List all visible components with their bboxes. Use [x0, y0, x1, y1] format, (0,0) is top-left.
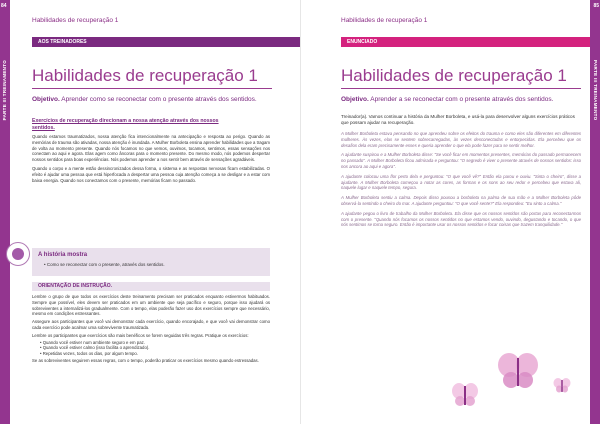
list-item: • Quando você estiver num ambiente seguro e em paz.	[40, 340, 270, 346]
instruction-bullets	[40, 340, 270, 357]
story-paragraph: A Mulher Borboleta sentiu a calma. Depois disso pousou a borboleta na palma de sua mão e a Mulher Borboleta pôde observá-la sentindo o cheiro do mar. A ajudante perguntou: "O que você sente?" Ela respondeu: "Eu sinto a calma."	[341, 195, 581, 206]
right-objective	[341, 96, 579, 104]
list-item: • Quando você estiver calmo (isso facilita o aprendizado).	[40, 345, 270, 351]
left-paragraph: Quando estamos traumatizados, nossa atenção fica intencionalmente na antecipação e resposta ao perigo. Quando as memórias de trauma são ativadas, nossa atenção é inundada. A Mulher Borboleta ensina aprender habilidades que a tragam de volta ao momento presente. Quando nós focamos no que vemos, ouvimos, tocamos, sentimos, essas sensações nos conectam ao aqui e agora. Elas agem como âncoras para o momento presente. Do mesmo modo, nós podemos despertar nossos sentidos para boas experiências. Nós podemos aprender a nos sentir bem através de sensações agradáveis.	[32, 134, 270, 163]
right-section-band: ENUNCIADO	[341, 37, 590, 47]
left-section-band: AOS TREINADORES	[32, 37, 300, 47]
story-paragraph: A ajudante suspirou e a Mulher Borboleta disse: "Se você ficar em momentos presentes, memórias do passado permanecem no passado". A Mulher Borboleta ficou admirada e perguntou: "O segredo é viver o presente através de nossos sentidos: isso nos ancora ao aqui e agora".	[341, 152, 581, 169]
left-running-head: Habilidades de recuperação 1	[32, 17, 119, 24]
exercises-heading: Exercícios de recuperação direcionam a nossa atenção através dos nossos sentidos.	[32, 118, 219, 131]
left-objective-label: Objetivo.	[32, 96, 60, 103]
story-paragraph: A ajudante colocou uma flor perto dela e perguntou: "O que você vê?" Então ela parou e ouviu. "Sinta o cheiro", disse a ajudante. A Mulher Borboleta começou a notar as cores, as formas e os sons ao seu redor e percebeu que estava ali, naquele lugar e naquele tempo, segura.	[341, 173, 581, 191]
left-title-rule	[32, 88, 272, 89]
history-item-text: Como se reconectar com o presente, através dos sentidos.	[46, 262, 165, 267]
instructions-title: ORIENTAÇÃO DE INSTRUÇÃO.	[38, 283, 113, 289]
instruction-paragraph: Lembre os participantes que exercícios são mais benéficos se forem seguidas três regras. Pratique os exercícios:	[32, 332, 249, 338]
history-title: A história mostra	[38, 252, 88, 258]
list-item: • Repetidas vezes, todos os dias, por algum tempo.	[40, 351, 270, 357]
right-page	[300, 0, 600, 424]
story-icon	[6, 242, 30, 266]
right-objective-text: Aprender a se reconectar com o presente através dos sentidos.	[368, 96, 554, 103]
butterfly-icon	[451, 382, 479, 408]
left-side-strip	[0, 0, 10, 424]
left-body-text	[32, 134, 270, 183]
instructions-body	[32, 294, 270, 364]
left-page-number: 84	[1, 3, 7, 9]
right-body-text	[341, 114, 581, 228]
right-section-label: PARTE III TREINAMENTO	[593, 60, 598, 121]
right-page-number: 85	[593, 3, 599, 9]
right-side-strip	[590, 0, 600, 424]
right-title-rule	[341, 88, 581, 89]
left-page-title: Habilidades de recuperação 1	[32, 66, 258, 85]
history-item: • Como se reconectar com o presente, através dos sentidos.	[44, 262, 165, 267]
right-page-title: Habilidades de recuperação 1	[341, 66, 567, 85]
left-objective-text: Aprender como se reconectar com o presente através dos sentidos.	[59, 96, 257, 103]
left-paragraph: Quando o corpo e a mente estão dessincronizados dessa forma, o sistema e as respostas nervosas ficam estabilizadas. O efeito é ajudar uma pessoa que está hiperfocada a despertar uma pessoa cuja atenção começa a se desligar e a estar com baixa energia. Quando nos conectamos com o presente, memórias ficam no passado.	[32, 165, 270, 183]
instruction-paragraph: Lembre o grupo de que todos os exercícios deste treinamento precisam ser praticados enquanto estivermos habituados. Sempre que possível, eles devem ser praticados em um ambiente que seja pacífico e seguro, porque isso ajudará os sobreviventes a internalizá-los gradualmente. Com o tempo, elas poderão fazer uso dos exercícios sempre que necessário, mesmo em condições estressantes.	[32, 294, 270, 317]
left-objective	[32, 96, 270, 104]
right-objective-label: Objetivo.	[341, 96, 369, 103]
left-section-label: PARTE III TREINAMENTO	[2, 60, 7, 121]
instruction-paragraph: Assegure aos participantes que você vai demonstrar cada exercício, quando encorajado, e que você vai demonstrar como cada exercício pode acalmar uma sobrevivente traumatizada.	[32, 319, 270, 330]
right-running-head: Habilidades de recuperação 1	[341, 17, 428, 24]
story-paragraph: A ajudante pegou o livro de trabalho da Mulher Borboleta. Ela disse que os nossos sentidos são portas para reconectarmos com o presente. "Quando nós focamos os nossos sentidos no que estamos vendo, ouvindo, degustando e tocando, o que nós sentimos se torna seguro. Então é importante usar os nossos sentidos e focar coisas que trazem tranquilidade."	[341, 210, 581, 228]
instruction-closing: Se as sobreviventes seguirem essas regras, com o tempo, poderão praticar os exercícios mesmo quando estressadas.	[32, 357, 259, 363]
trainer-lead: Treinador(a). Vamos continuar a história da Mulher Borboleta, e usá-la para desenvolver alguns exercícios práticos que possam ajudar na recuperação.	[341, 114, 575, 125]
butterfly-icon	[553, 378, 571, 394]
butterfly-icon	[497, 352, 539, 390]
story-paragraph: A Mulher Borboleta estava pensando no que aprendeu sobre os efeitos do trauma e como eles são diferentes em diferentes mulheres. Às vezes, elas se sentem sobrecarregadas, às vezes desconectadas e entorpecidas. Ela percebeu que os desafios dela eram precisamente esses e queria aprender o que ela pode fazer para se sentir melhor.	[341, 131, 581, 148]
